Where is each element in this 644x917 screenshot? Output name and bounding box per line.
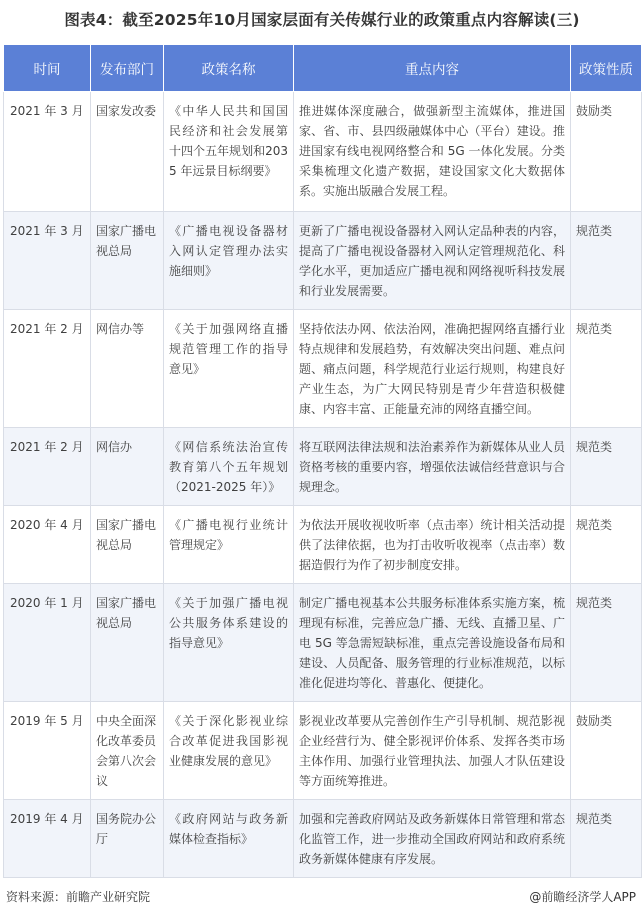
cell-dept: 国家广播电视总局 xyxy=(91,212,164,310)
header-time: 时间 xyxy=(4,45,91,92)
cell-policy-name: 《中华人民共和国国民经济和社会发展第十四个五年规划和2035 年远景目标纲要》 xyxy=(164,92,294,212)
cell-content: 影视业改革要从完善创作生产引导机制、规范影视企业经营行为、健全影视评价体系、发挥各类市场主体作用、加强行业管理执法、加强人才队伍建设等方面统筹推进。 xyxy=(294,702,571,800)
header-content: 重点内容 xyxy=(294,45,571,92)
cell-policy-name: 《政府网站与政务新媒体检查指标》 xyxy=(164,800,294,878)
cell-policy-name: 《广播电视设备器材入网认定管理办法实施细则》 xyxy=(164,212,294,310)
cell-policy-name: 《网信系统法治宣传教育第八个五年规划（2021-2025 年）》 xyxy=(164,428,294,506)
cell-dept: 国家广播电视总局 xyxy=(91,506,164,584)
cell-nature: 规范类 xyxy=(571,428,642,506)
cell-policy-name: 《关于加强广播电视公共服务体系建设的指导意见》 xyxy=(164,584,294,702)
cell-nature: 规范类 xyxy=(571,212,642,310)
table-row xyxy=(4,310,642,428)
table-row xyxy=(4,584,642,702)
cell-time: 2019 年 5 月 xyxy=(4,702,91,800)
table-row xyxy=(4,92,642,212)
cell-time: 2021 年 3 月 xyxy=(4,212,91,310)
cell-policy-name: 《关于加强网络直播规范管理工作的指导意见》 xyxy=(164,310,294,428)
brand-label: @前瞻经济学人APP xyxy=(529,890,636,904)
table-row xyxy=(4,212,642,310)
cell-dept: 国务院办公厅 xyxy=(91,800,164,878)
cell-nature: 规范类 xyxy=(571,584,642,702)
cell-nature: 规范类 xyxy=(571,800,642,878)
cell-content: 将互联网法律法规和法治素养作为新媒体从业人员资格考核的重要内容，增强依法诚信经营意识与合规理念。 xyxy=(294,428,571,506)
cell-dept: 中央全面深化改革委员会第八次会议 xyxy=(91,702,164,800)
cell-dept: 国家广播电视总局 xyxy=(91,584,164,702)
cell-content: 坚持依法办网、依法治网，准确把握网络直播行业特点规律和发展趋势，有效解决突出问题、难点问题、痛点问题，科学规范行业运行规则，构建良好产业生态，为广大网民特别是青少年营造积极健康、内容丰富、正能量充沛的网络直播空间。 xyxy=(294,310,571,428)
table-row xyxy=(4,702,642,800)
cell-time: 2021 年 3 月 xyxy=(4,92,91,212)
policy-table xyxy=(3,44,642,878)
cell-content: 为依法开展收视收听率（点击率）统计相关活动提供了法律依据，也为打击收听收视率（点击率）数据造假行为作了初步制度安排。 xyxy=(294,506,571,584)
cell-nature: 鼓励类 xyxy=(571,702,642,800)
cell-content: 制定广播电视基本公共服务标准体系实施方案，梳理现有标准，完善应急广播、无线、直播卫星、广电 5G 等急需短缺标准，重点完善设施设备布局和建设、人员配备、服务管理的行业标准规范，以标准化促进均等化、普惠化、便捷化。 xyxy=(294,584,571,702)
cell-time: 2019 年 4 月 xyxy=(4,800,91,878)
cell-nature: 规范类 xyxy=(571,506,642,584)
cell-policy-name: 《广播电视行业统计管理规定》 xyxy=(164,506,294,584)
cell-dept: 国家发改委 xyxy=(91,92,164,212)
table-row xyxy=(4,428,642,506)
cell-nature: 鼓励类 xyxy=(571,92,642,212)
source-note: 资料来源：前瞻产业研究院 xyxy=(6,890,151,904)
cell-content: 更新了广播电视设备器材入网认定品种表的内容，提高了广播电视设备器材入网认定管理规范化、科学化水平，更加适应广播电视和网络视听科技发展和行业发展需要。 xyxy=(294,212,571,310)
cell-content: 推进媒体深度融合，做强新型主流媒体，推进国家、省、市、县四级融媒体中心（平台）建设。推进国家有线电视网络整合和 5G 一体化发展。分类采集梳理文化遗产数据，建设国家文化大数据体系。实施出版融合发展工程。 xyxy=(294,92,571,212)
header-dept: 发布部门 xyxy=(91,45,164,92)
cell-policy-name: 《关于深化影视业综合改革促进我国影视业健康发展的意见》 xyxy=(164,702,294,800)
cell-dept: 网信办等 xyxy=(91,310,164,428)
page-title: 图表4：截至2025年10月国家层面有关传媒行业的政策重点内容解读(三) xyxy=(64,11,580,29)
header-name: 政策名称 xyxy=(164,45,294,92)
cell-time: 2020 年 1 月 xyxy=(4,584,91,702)
cell-content: 加强和完善政府网站及政务新媒体日常管理和常态化监管工作，进一步推动全国政府网站和政府系统政务新媒体健康有序发展。 xyxy=(294,800,571,878)
table-row xyxy=(4,506,642,584)
cell-dept: 网信办 xyxy=(91,428,164,506)
table-header-row xyxy=(4,45,642,92)
table-row xyxy=(4,800,642,878)
cell-time: 2021 年 2 月 xyxy=(4,310,91,428)
cell-nature: 规范类 xyxy=(571,310,642,428)
cell-time: 2021 年 2 月 xyxy=(4,428,91,506)
cell-time: 2020 年 4 月 xyxy=(4,506,91,584)
header-nature: 政策性质 xyxy=(571,45,642,92)
